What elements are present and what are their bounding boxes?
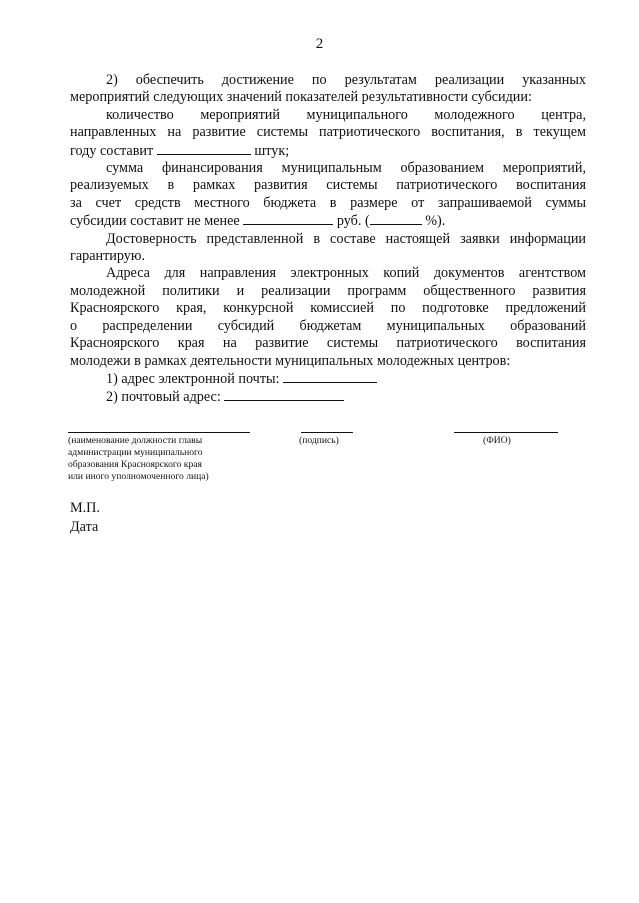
position-caption-line-4: или иного уполномоченного лица) (68, 471, 209, 482)
postal-blank (224, 388, 344, 401)
document-body (70, 72, 586, 407)
indicator2-line-1: сумма финансирования муниципальным образованием мероприятий, (106, 160, 586, 177)
page-number: 2 (315, 36, 324, 52)
signature-caption: (подпись) (299, 435, 339, 446)
addresses-line-2: молодежной политики и реализации программ общественного развития (70, 282, 586, 299)
events-count-blank (157, 142, 251, 155)
reliability-line-2: гарантирую. (70, 248, 146, 265)
addresses-line-5: Красноярского края на развитие системы патриотического воспитания (70, 335, 586, 352)
stamp-date-block (70, 499, 100, 537)
position-caption-line-2: администрации муниципального (68, 447, 203, 458)
addresses-line-4: о распределении субсидий бюджетам муниципальных образований (70, 317, 586, 334)
signature-line (301, 432, 353, 433)
date-label: Дата (70, 519, 99, 535)
position-signature-line (68, 432, 250, 433)
name-caption: (ФИО) (483, 435, 511, 446)
addresses-line-6: молодежи в рамках деятельности муниципальных молодежных центров: (70, 352, 511, 369)
reliability-line-1: Достоверность представленной в составе настоящей заявки информации (106, 230, 586, 247)
email-blank (283, 370, 377, 383)
funding-percent-blank (370, 212, 422, 225)
indicator2-line-3: за счет средств местного бюджета в размере от запрашиваемой суммы (70, 194, 586, 211)
indicator1-line-2: направленных на развитие системы патриотического воспитания, в текущем (70, 124, 586, 141)
item2-line-1: 2) обеспечить достижение по результатам реализации указанных (106, 72, 586, 88)
addresses-line-1: Адреса для направления электронных копий документов агентством (106, 265, 586, 282)
indicator2-line-4 (70, 212, 586, 230)
indicator1-line-3 (70, 142, 586, 160)
name-line (454, 432, 558, 433)
funding-currency: руб. ( (336, 213, 370, 230)
postal-line (70, 388, 586, 406)
indicator1-count-unit: штук; (254, 142, 290, 159)
email-label: 1) адрес электронной почты: (106, 370, 280, 387)
addresses-line-3: Красноярского края, конкурсной комиссией по подготовке предложений (70, 300, 586, 317)
indicator1-line-1: количество мероприятий муниципального молодежного центра, (106, 106, 586, 123)
indicator1-count-label: году составит (70, 142, 154, 159)
item2-line-2: мероприятий следующих значений показателей результативности субсидии: (70, 89, 532, 106)
indicator2-line-2: реализуемых в рамках развития системы патриотического воспитания (70, 177, 586, 194)
email-line (70, 370, 586, 388)
funding-percent-suffix: %). (425, 213, 446, 230)
postal-label: 2) почтовый адрес: (106, 389, 221, 406)
stamp-label: М.П. (70, 500, 100, 516)
position-caption-line-3: образования Красноярского края (68, 459, 202, 470)
position-caption-line-1: (наименование должности главы (68, 435, 203, 446)
position-caption (68, 435, 268, 483)
funding-amount-blank (243, 212, 333, 225)
funding-label: субсидии составит не менее (70, 213, 240, 230)
